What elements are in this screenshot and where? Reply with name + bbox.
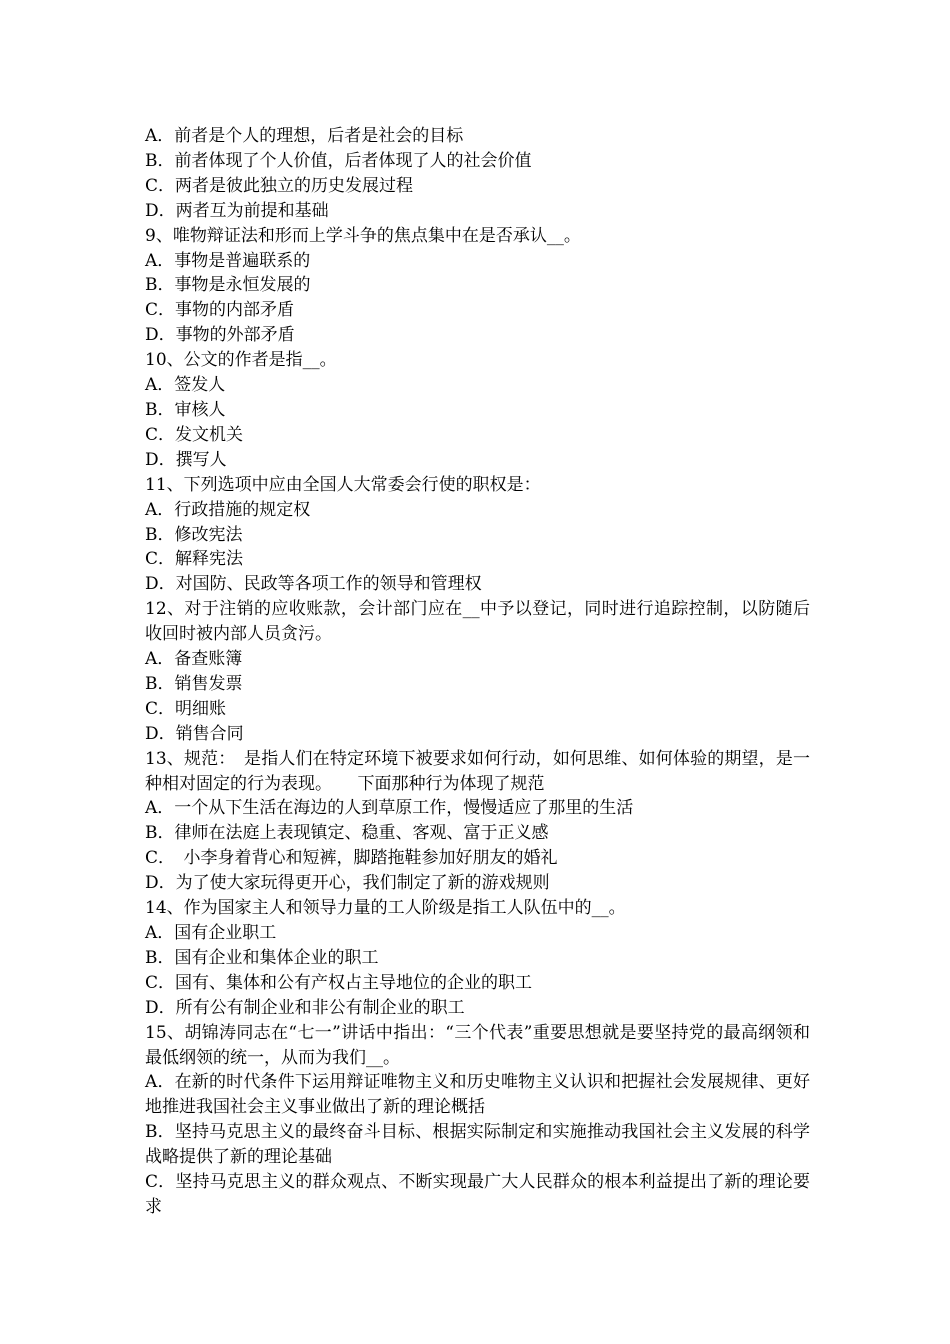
q11-option-c: C．解释宪法 bbox=[145, 549, 244, 570]
option-a-line: A．前者是个人的理想，后者是社会的目标 bbox=[145, 126, 464, 146]
q13-option-d: D．为了使大家玩得更开心，我们制定了新的游戏规则 bbox=[145, 873, 550, 894]
q10-option-b: B．审核人 bbox=[145, 399, 226, 420]
q13-option-c: C． 小李身着背心和短裤，脚踏拖鞋参加好朋友的婚礼 bbox=[145, 848, 558, 869]
q13-option-a: A．一个从下生活在海边的人到草原工作，慢慢适应了那里的生活 bbox=[145, 798, 634, 819]
question-11: 11、下列选项中应由全国人大常委会行使的职权是： bbox=[145, 474, 541, 495]
question-13: 13、规范： 是指人们在特定环境下被要求如何行动，如何思维、如何体验的期望，是一种相对固定的行为表现。 下面那种行为体现了规范 bbox=[145, 748, 810, 794]
q14-option-c: C．国有、集体和公有产权占主导地位的企业的职工 bbox=[145, 972, 533, 993]
q10-option-a: A．签发人 bbox=[145, 375, 226, 396]
q14-option-d: D．所有公有制企业和非公有制企业的职工 bbox=[145, 997, 465, 1018]
q14-option-b: B．国有企业和集体企业的职工 bbox=[145, 947, 379, 968]
q9-option-d: D．事物的外部矛盾 bbox=[145, 325, 295, 346]
q12-option-a: A．备查账簿 bbox=[145, 649, 243, 670]
q12-option-b: B．销售发票 bbox=[145, 673, 243, 694]
question-15: 15、胡锦涛同志在“七一”讲话中指出：“三个代表”重要思想就是要坚持党的最高纲领和最低纲领的统一，从而为我们__。 bbox=[145, 1022, 810, 1068]
question-9: 9、唯物辩证法和形而上学斗争的焦点集中在是否承认__。 bbox=[145, 225, 581, 246]
question-14: 14、作为国家主人和领导力量的工人阶级是指工人队伍中的__。 bbox=[145, 898, 626, 919]
q12-option-c: C．明细账 bbox=[145, 698, 227, 719]
q15-option-b: B．坚持马克思主义的最终奋斗目标、根据实际制定和实施推动我国社会主义发展的科学战略提供了新的理论基础 bbox=[145, 1122, 810, 1168]
question-12: 12、对于注销的应收账款，会计部门应在__中予以登记，同时进行追踪控制，以防随后收回时被内部人员贪污。 bbox=[145, 599, 810, 645]
q10-option-c: C．发文机关 bbox=[145, 424, 244, 445]
q9-option-b: B．事物是永恒发展的 bbox=[145, 275, 311, 296]
option-c-line: C．两者是彼此独立的历史发展过程 bbox=[145, 175, 414, 196]
q12-option-d: D．销售合同 bbox=[145, 723, 244, 744]
q11-option-d: D．对国防、民政等各项工作的领导和管理权 bbox=[145, 574, 482, 595]
q15-option-a: A．在新的时代条件下运用辩证唯物主义和历史唯物主义认识和把握社会发展规律、更好地推进我国社会主义事业做出了新的理论概括 bbox=[145, 1072, 810, 1118]
q14-option-a: A．国有企业职工 bbox=[145, 923, 277, 943]
document-page bbox=[145, 124, 810, 1220]
q11-option-a: A．行政措施的规定权 bbox=[145, 499, 311, 520]
option-b-line: B．前者体现了个人价值，后者体现了人的社会价值 bbox=[145, 150, 532, 171]
option-d-line: D．两者互为前提和基础 bbox=[145, 200, 329, 221]
question-10: 10、公文的作者是指__。 bbox=[145, 350, 337, 371]
q11-option-b: B．修改宪法 bbox=[145, 524, 243, 545]
q13-option-b: B．律师在法庭上表现镇定、稳重、客观、富于正义感 bbox=[145, 823, 549, 844]
q15-option-c: C．坚持马克思主义的群众观点、不断实现最广大人民群众的根本利益提出了新的理论要求 bbox=[145, 1172, 810, 1217]
q9-option-c: C．事物的内部矛盾 bbox=[145, 300, 295, 321]
q9-option-a: A．事物是普遍联系的 bbox=[145, 250, 311, 271]
q10-option-d: D．撰写人 bbox=[145, 449, 227, 470]
